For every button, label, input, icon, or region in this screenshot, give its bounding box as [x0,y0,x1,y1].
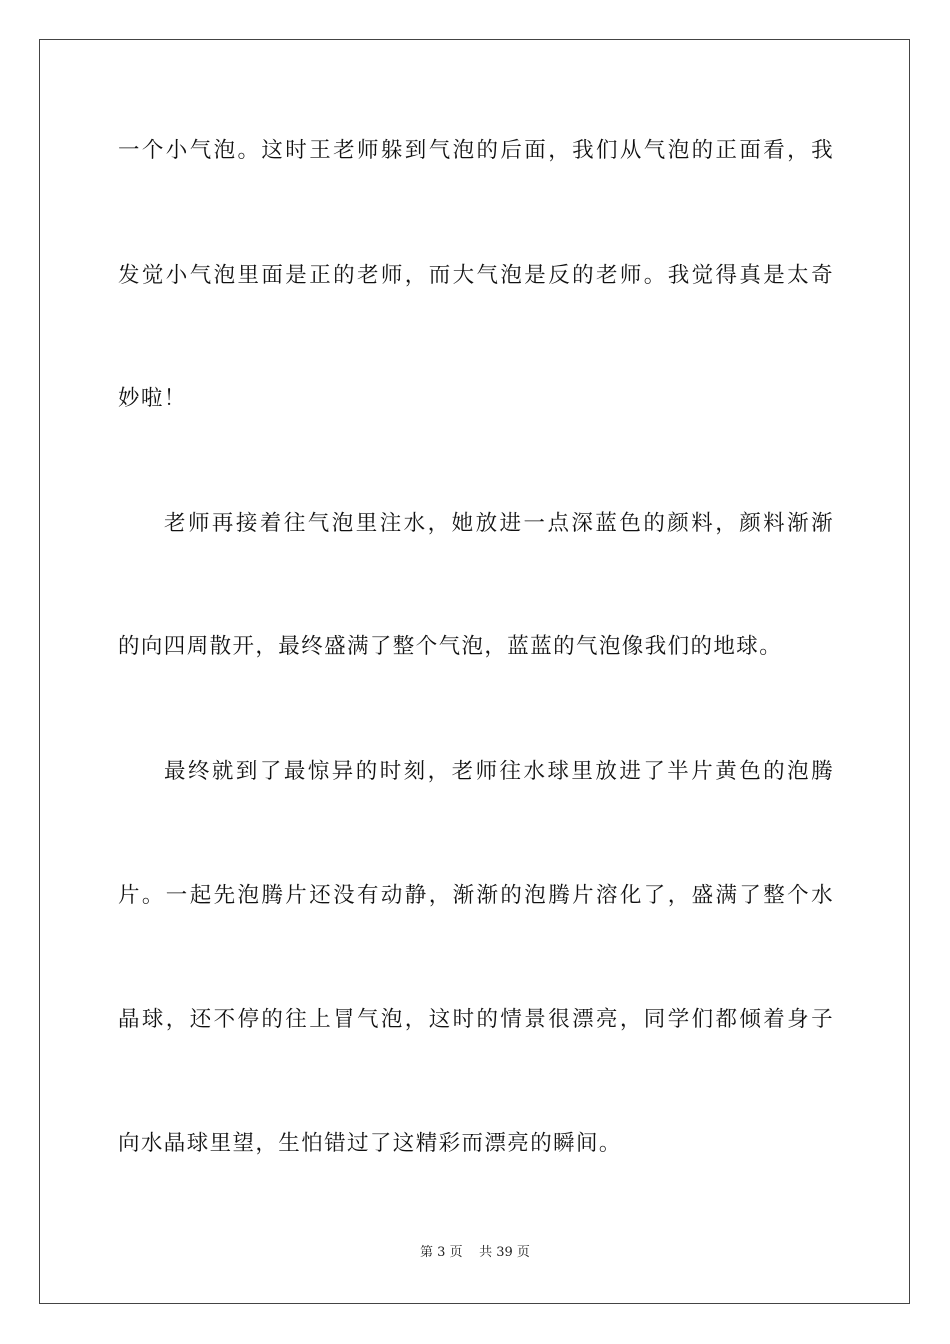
paragraph-first-line: 老师再接着往气泡里注水，她放进一点深蓝色的颜料，颜料渐渐 [164,511,834,536]
total-pages: 共 39 页 [479,1245,530,1260]
page-footer [0,1244,950,1262]
page-border [39,39,910,1304]
paragraph-first-line: 最终就到了最惊异的时刻，老师往水球里放进了半片黄色的泡腾 [164,759,834,784]
text-line: 向水晶球里望，生怕错过了这精彩而漂亮的瞬间。 [118,1131,622,1156]
page-number: 第 3 页 [420,1245,463,1260]
text-line: 妙啦！ [118,386,187,411]
text-line: 发觉小气泡里面是正的老师，而大气泡是反的老师。我觉得真是太奇 [118,263,834,288]
text-line: 一个小气泡。这时王老师躲到气泡的后面，我们从气泡的正面看，我 [118,138,834,163]
text-line: 晶球，还不停的往上冒气泡，这时的情景很漂亮，同学们都倾着身子 [118,1007,834,1032]
text-line: 的向四周散开，最终盛满了整个气泡，蓝蓝的气泡像我们的地球。 [118,634,783,659]
text-line: 片。一起先泡腾片还没有动静，渐渐的泡腾片溶化了，盛满了整个水 [118,883,834,908]
